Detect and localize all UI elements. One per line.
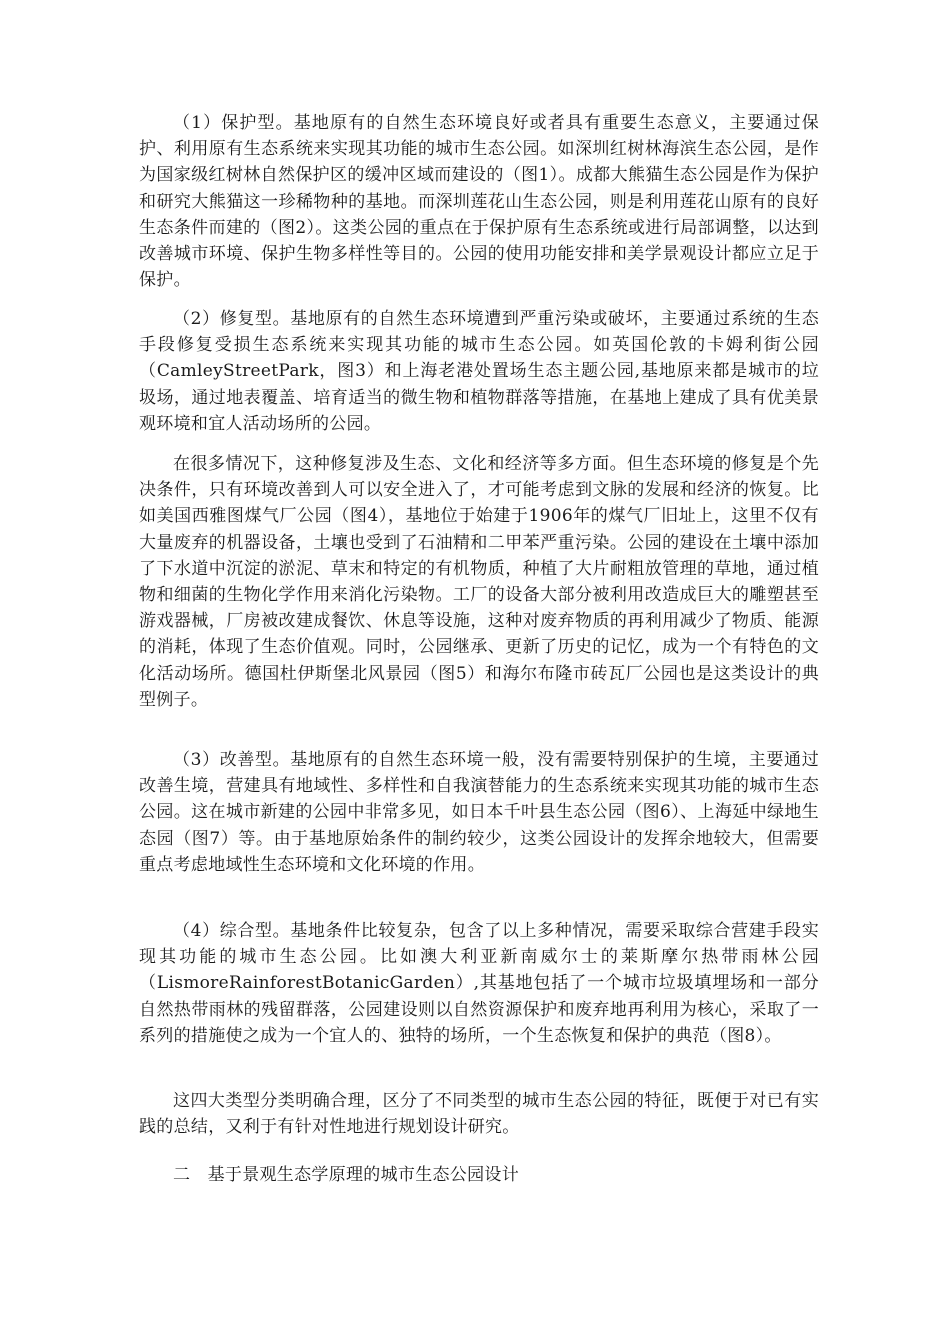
paragraph-improvement-type: （3）改善型。基地原有的自然生态环境一般，没有需要特别保护的生境，主要通过改善生境，营建具有地域性、多样性和自我演替能力的生态系统来实现其功能的城市生态公园。这在城市新建的公园中非常多见，如日本千叶县生态公园（图6）、上海延中绿地生态园（图7）等。由于基地原始条件的制约较少，这类公园设计的发挥余地较大，但需要重点考虑地域性生态环境和文化环境的作用。 bbox=[139, 750, 819, 875]
paragraph-comprehensive-type: （4）综合型。基地条件比较复杂，包含了以上多种情况，需要采取综合营建手段实现其功能的城市生态公园。比如澳大利亚新南威尔士的莱斯摩尔热带雨林公园（LismoreRainforestBotanicGarden）,其基地包括了一个城市垃圾填埋场和一部分自然热带雨林的残留群落，公园建设则以自然资源保护和废弃地再利用为核心，采取了一系列的措施使之成为一个宜人的、独特的场所，一个生态恢复和保护的典范（图8）。 bbox=[139, 921, 819, 1046]
paragraph-restoration-examples: 在很多情况下，这种修复涉及生态、文化和经济等多方面。但生态环境的修复是个先决条件，只有环境改善到人可以安全进入了，才可能考虑到文脉的发展和经济的恢复。比如美国西雅图煤气厂公园（图4），基地位于始建于1906年的煤气厂旧址上，这里不仅有大量废弃的机器设备，土壤也受到了石油精和二甲苯严重污染。公园的建设在土壤中添加了下水道中沉淀的淤泥、草末和特定的有机物质，种植了大片耐粗放管理的草地，通过植物和细菌的生物化学作用来消化污染物。工厂的设备大部分被利用改造成巨大的雕塑甚至游戏器械，厂房被改建成餐饮、休息等设施，这种对废弃物质的再利用减少了物质、能源的消耗，体现了生态价值观。同时，公园继承、更新了历史的记忆，成为一个有特色的文化活动场所。德国杜伊斯堡北风景园（图5）和海尔布隆市砖瓦厂公园也是这类设计的典型例子。 bbox=[139, 454, 819, 710]
paragraph-summary: 这四大类型分类明确合理，区分了不同类型的城市生态公园的特征，既便于对已有实践的总结，又利于有针对性地进行规划设计研究。 bbox=[139, 1091, 819, 1138]
paragraph-protection-type: （1）保护型。基地原有的自然生态环境良好或者具有重要生态意义，主要通过保护、利用原有生态系统来实现其功能的城市生态公园。如深圳红树林海滨生态公园，是作为国家级红树林自然保护区的缓冲区域而建设的（图1）。成都大熊猫生态公园是作为保护和研究大熊猫这一珍稀物种的基地。而深圳莲花山生态公园，则是利用莲花山原有的良好生态条件而建的（图2）。这类公园的重点在于保护原有生态系统或进行局部调整，以达到改善城市环境、保护生物多样性等目的。公园的使用功能安排和美学景观设计都应立足于保护。 bbox=[139, 113, 819, 291]
paragraph-restoration-type: （2）修复型。基地原有的自然生态环境遭到严重污染或破坏，主要通过系统的生态手段修复受损生态系统来实现其功能的城市生态公园。如英国伦敦的卡姆利街公园（CamleyStreetPark，图3）和上海老港处置场生态主题公园,基地原来都是城市的垃圾场，通过地表覆盖、培育适当的微生物和植物群落等措施，在基地上建成了具有优美景观环境和宜人活动场所的公园。 bbox=[139, 309, 819, 434]
section-heading: 二 基于景观生态学原理的城市生态公园设计 bbox=[173, 1165, 519, 1185]
